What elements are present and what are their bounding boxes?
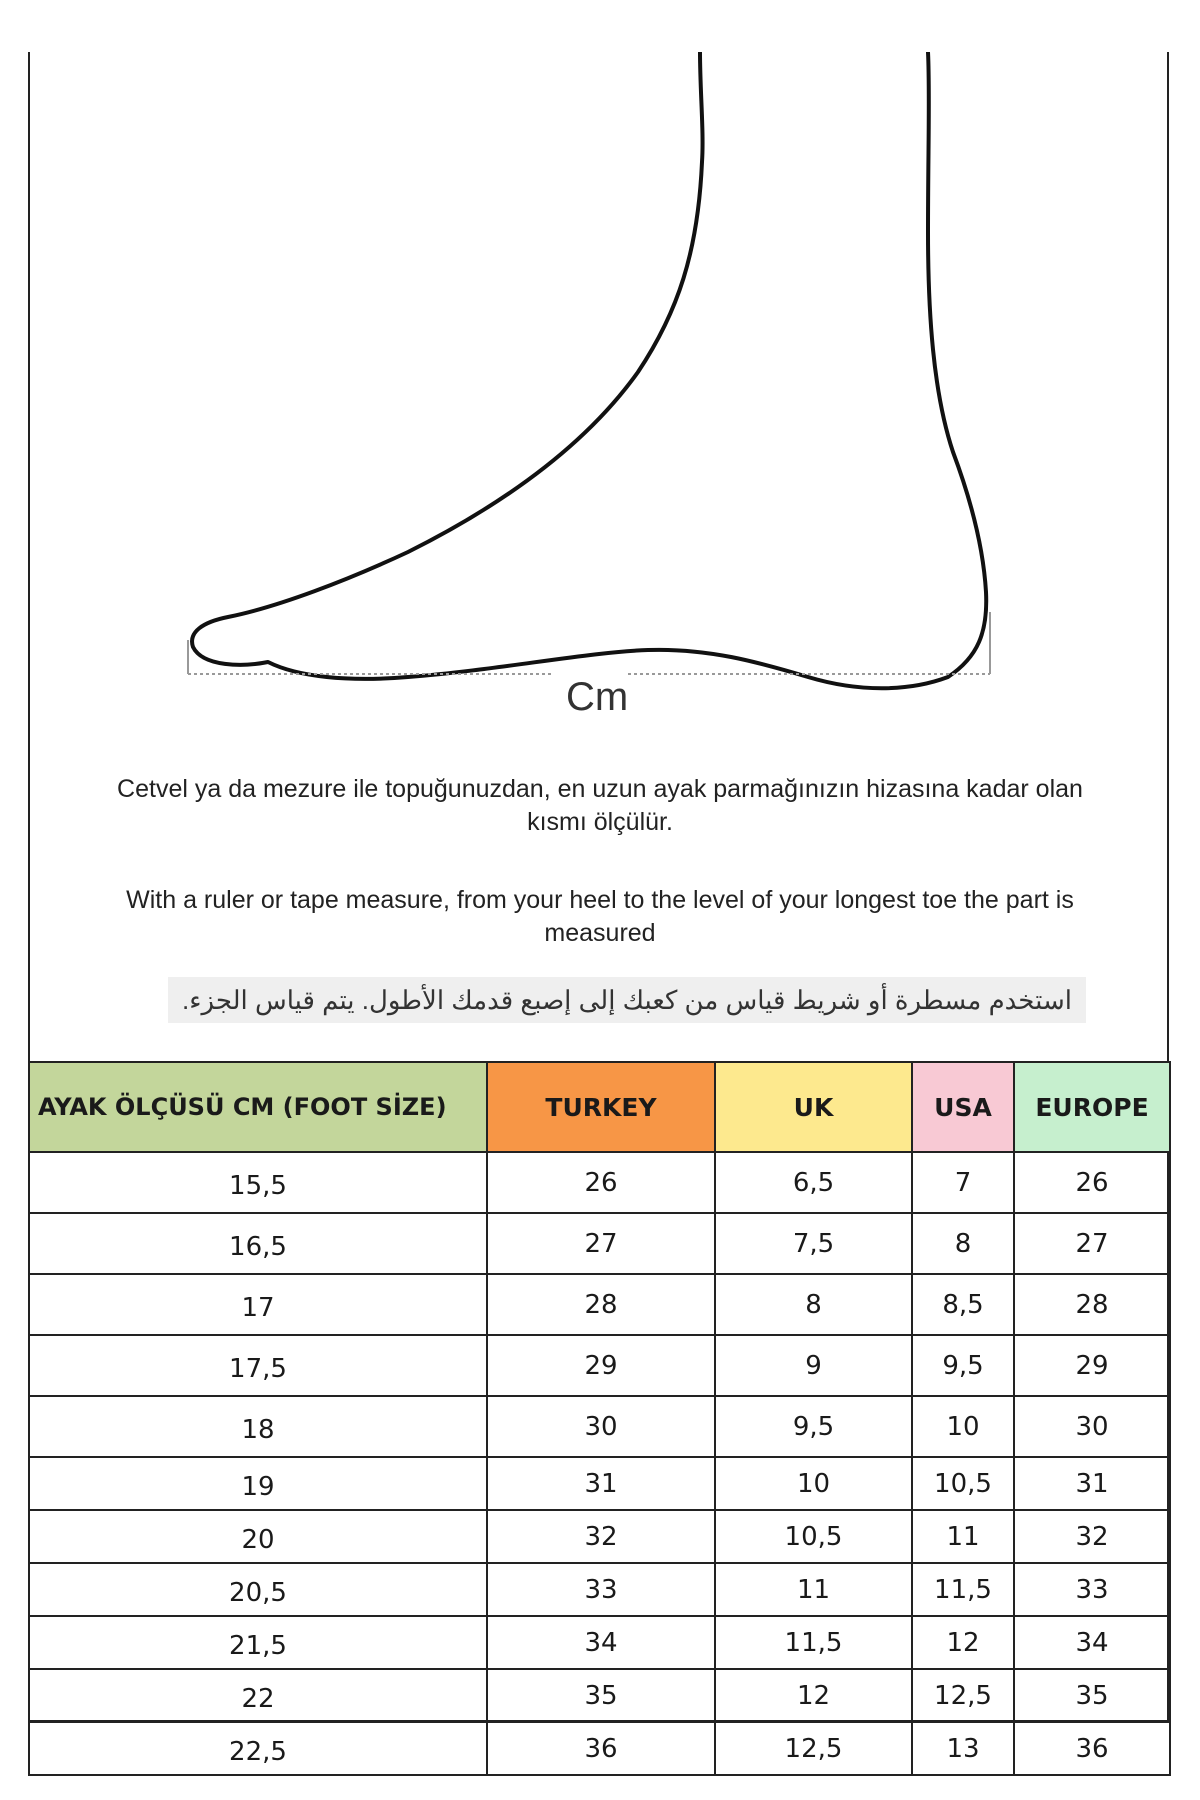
cell-europe: 36 [1014, 1722, 1170, 1775]
table-row [29, 1616, 1170, 1669]
cell-usa: 10 [912, 1396, 1014, 1457]
cell-turkey: 33 [487, 1563, 715, 1616]
cell-foot-size: 17 [29, 1274, 487, 1335]
cell-usa: 12 [912, 1616, 1014, 1669]
cell-uk: 9,5 [715, 1396, 912, 1457]
cell-foot-size: 21,5 [29, 1616, 487, 1669]
cell-uk: 11,5 [715, 1616, 912, 1669]
cell-turkey: 28 [487, 1274, 715, 1335]
cell-europe: 34 [1014, 1616, 1170, 1669]
cell-europe: 35 [1014, 1669, 1170, 1722]
table-row [29, 1669, 1170, 1722]
cell-turkey: 29 [487, 1335, 715, 1396]
foot-outline-path [192, 52, 986, 688]
cell-europe: 27 [1014, 1213, 1170, 1274]
cell-turkey: 35 [487, 1669, 715, 1722]
cell-turkey: 32 [487, 1510, 715, 1563]
header-usa: USA [912, 1062, 1014, 1152]
table-row [29, 1152, 1170, 1213]
table-row [29, 1457, 1170, 1510]
cell-foot-size: 20 [29, 1510, 487, 1563]
header-europe: EUROPE [1014, 1062, 1170, 1152]
cell-europe: 26 [1014, 1152, 1170, 1213]
cell-foot-size: 15,5 [29, 1152, 487, 1213]
table-row [29, 1563, 1170, 1616]
cell-uk: 12,5 [715, 1722, 912, 1775]
cell-uk: 9 [715, 1335, 912, 1396]
cell-foot-size: 22,5 [29, 1722, 487, 1775]
instruction-arabic: استخدم مسطرة أو شريط قياس من كعبك إلى إصبع قدمك الأطول. يتم قياس الجزء. [168, 977, 1086, 1023]
cell-uk: 10,5 [715, 1510, 912, 1563]
cell-turkey: 31 [487, 1457, 715, 1510]
cell-foot-size: 19 [29, 1457, 487, 1510]
cell-turkey: 26 [487, 1152, 715, 1213]
table-row [29, 1335, 1170, 1396]
cell-europe: 33 [1014, 1563, 1170, 1616]
cell-uk: 8 [715, 1274, 912, 1335]
cell-uk: 6,5 [715, 1152, 912, 1213]
cell-foot-size: 18 [29, 1396, 487, 1457]
cell-usa: 10,5 [912, 1457, 1014, 1510]
cell-usa: 9,5 [912, 1335, 1014, 1396]
instruction-english: With a ruler or tape measure, from your heel to the level of your longest toe the part is measured [126, 886, 1074, 947]
cell-europe: 30 [1014, 1396, 1170, 1457]
cell-usa: 7 [912, 1152, 1014, 1213]
table-row [29, 1722, 1170, 1775]
header-uk: UK [715, 1062, 912, 1152]
cell-uk: 11 [715, 1563, 912, 1616]
cell-europe: 32 [1014, 1510, 1170, 1563]
header-foot-size: AYAK ÖLÇÜSÜ CM (FOOT SİZE) [29, 1062, 487, 1152]
cell-usa: 11,5 [912, 1563, 1014, 1616]
cell-foot-size: 20,5 [29, 1563, 487, 1616]
cell-europe: 29 [1014, 1335, 1170, 1396]
cell-foot-size: 17,5 [29, 1335, 487, 1396]
cell-uk: 12 [715, 1669, 912, 1722]
cell-usa: 11 [912, 1510, 1014, 1563]
size-chart-table [28, 1061, 1171, 1776]
cell-foot-size: 22 [29, 1669, 487, 1722]
cell-turkey: 34 [487, 1616, 715, 1669]
header-turkey: TURKEY [487, 1062, 715, 1152]
table-row [29, 1213, 1170, 1274]
cell-turkey: 27 [487, 1213, 715, 1274]
cell-usa: 8,5 [912, 1274, 1014, 1335]
cell-uk: 7,5 [715, 1213, 912, 1274]
table-row [29, 1396, 1170, 1457]
table-row [29, 1274, 1170, 1335]
cell-turkey: 36 [487, 1722, 715, 1775]
cell-usa: 8 [912, 1213, 1014, 1274]
measure-unit-label: Cm [560, 675, 634, 720]
table-row [29, 1510, 1170, 1563]
instruction-turkish: Cetvel ya da mezure ile topuğunuzdan, en uzun ayak parmağınızın hizasına kadar olan kısmı ölçülür. [117, 775, 1083, 836]
cell-foot-size: 16,5 [29, 1213, 487, 1274]
cell-turkey: 30 [487, 1396, 715, 1457]
cell-usa: 12,5 [912, 1669, 1014, 1722]
table-header-row [29, 1062, 1170, 1152]
cell-europe: 28 [1014, 1274, 1170, 1335]
cell-europe: 31 [1014, 1457, 1170, 1510]
cell-uk: 10 [715, 1457, 912, 1510]
foot-outline-illustration [28, 52, 1169, 752]
cell-usa: 13 [912, 1722, 1014, 1775]
